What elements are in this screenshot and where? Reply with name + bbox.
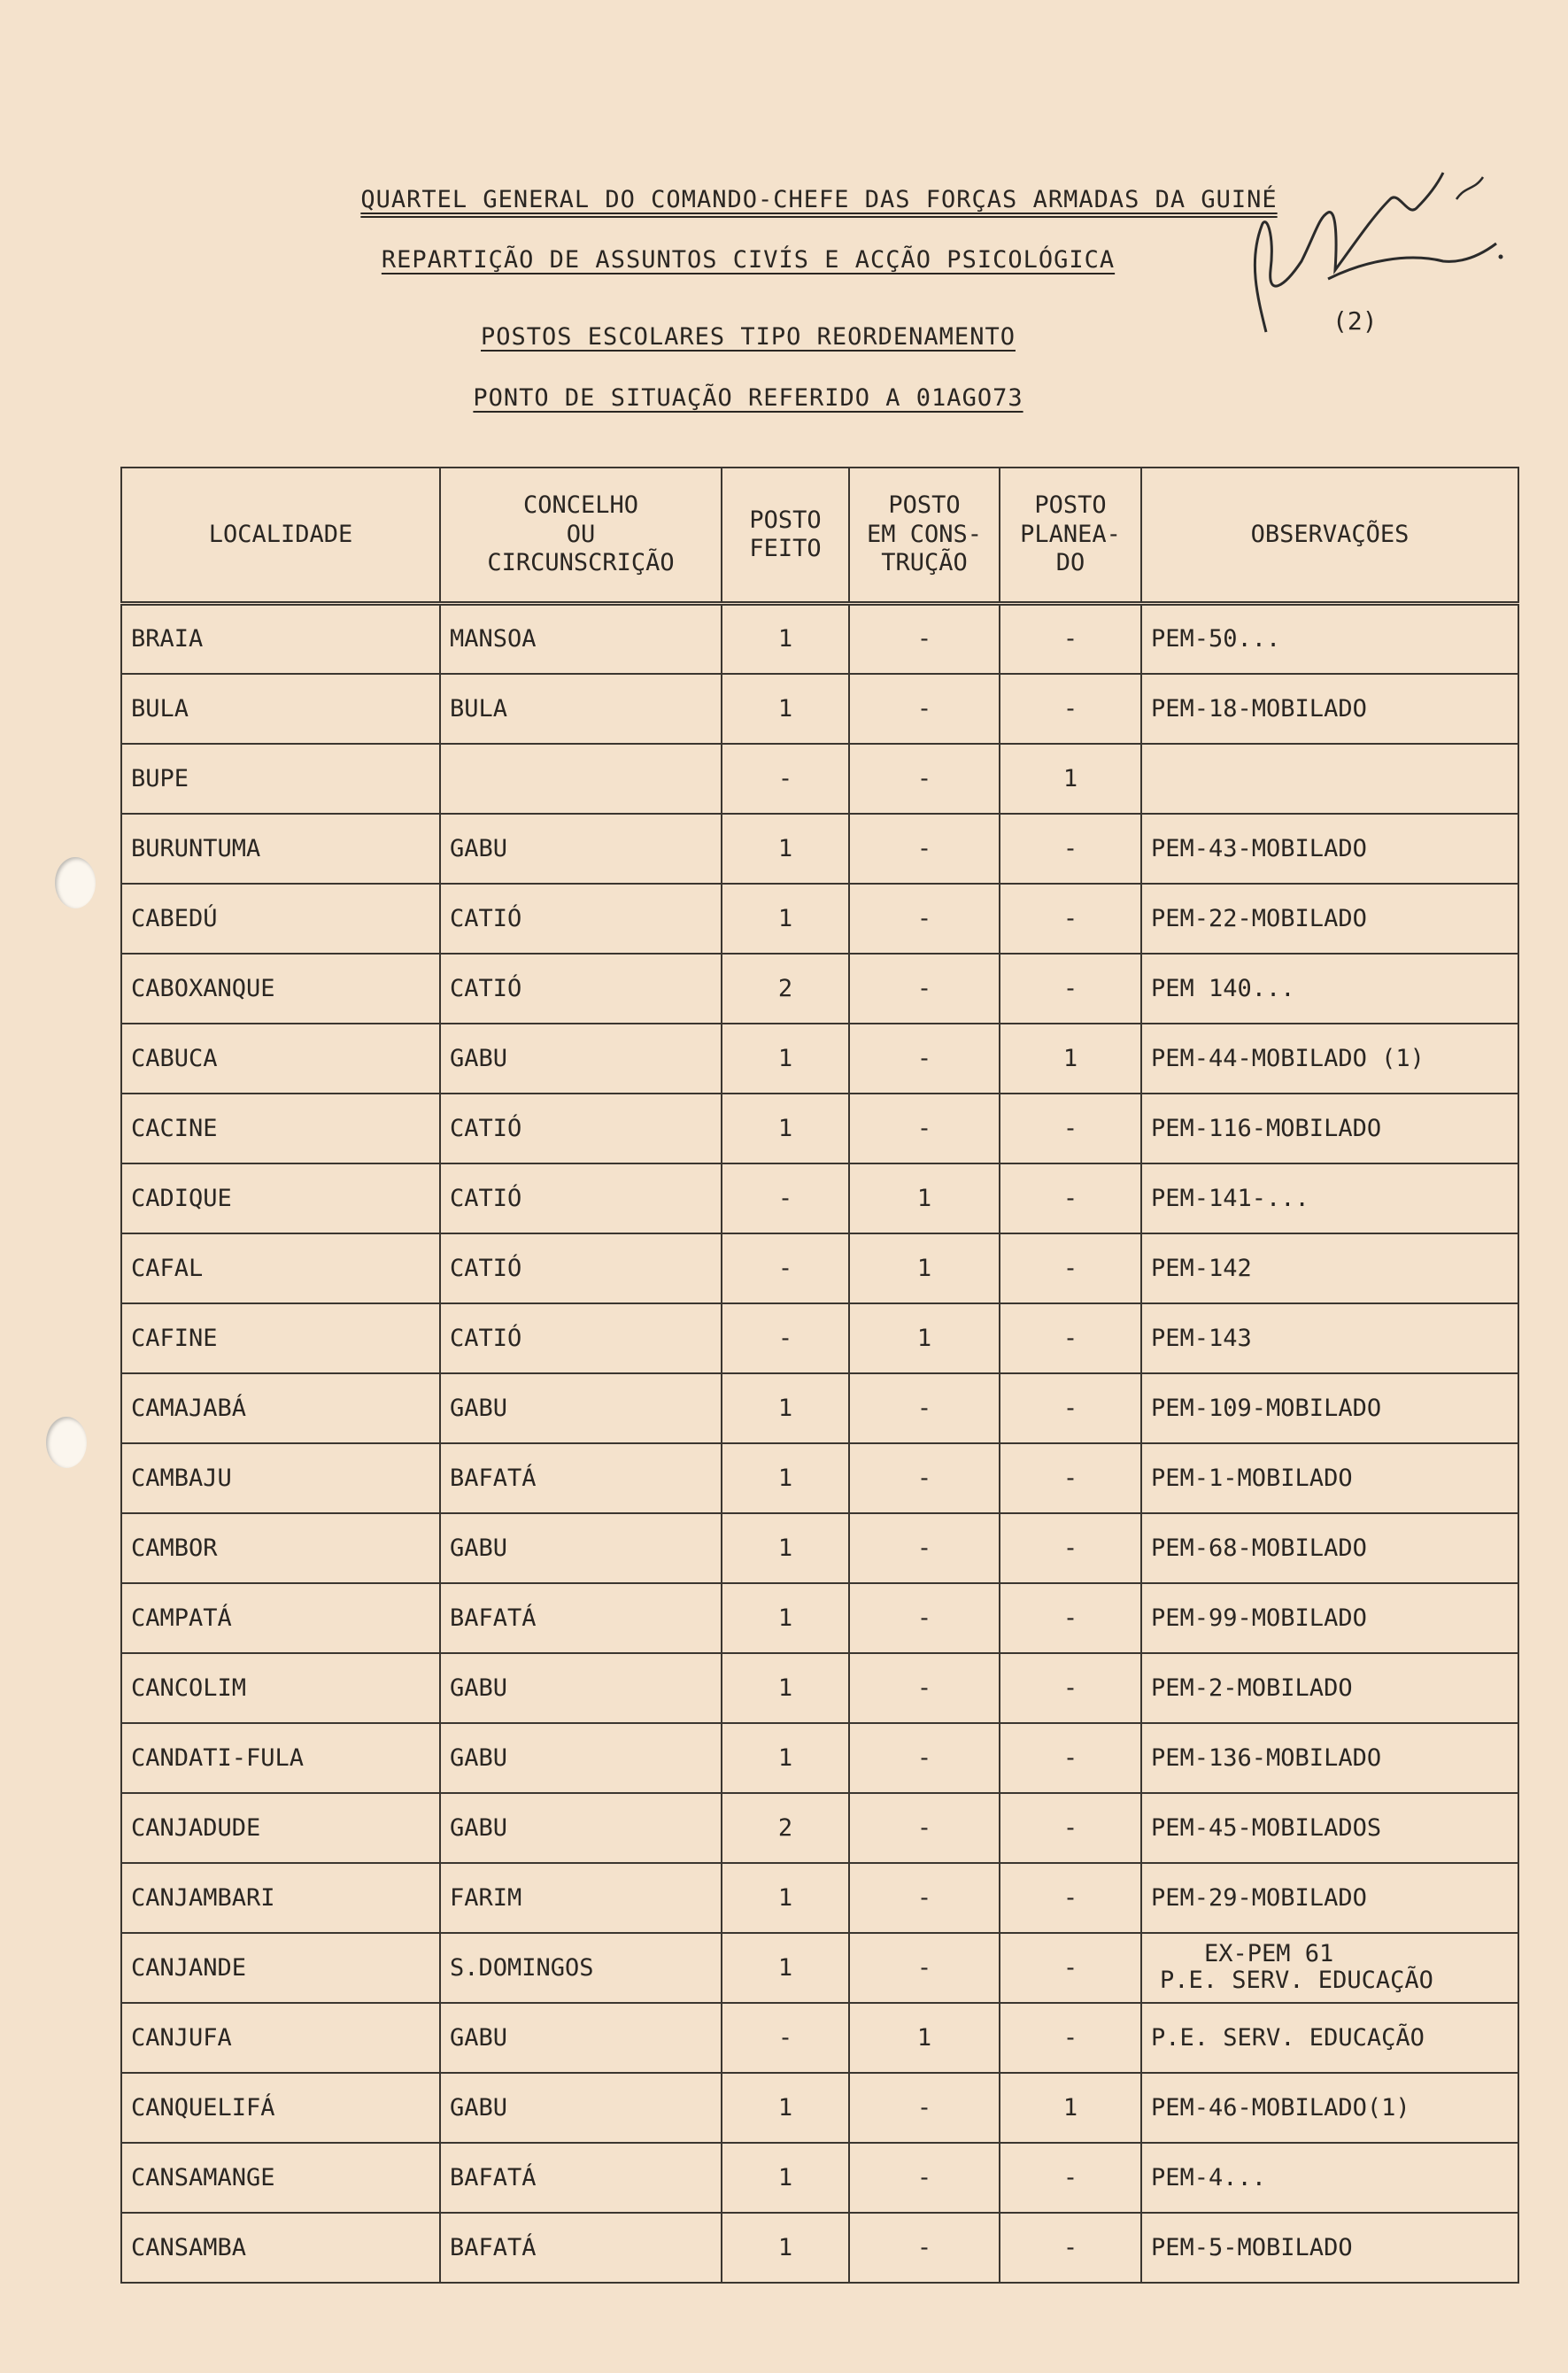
cell-feito: 2	[722, 1793, 849, 1863]
cell-localidade: CAMAJABÁ	[121, 1373, 440, 1443]
col-planeado	[1000, 468, 1141, 604]
cell-planeado: -	[1000, 1793, 1141, 1863]
cell-feito: 1	[722, 1653, 849, 1723]
table-row	[121, 2003, 1518, 2073]
table-row	[121, 954, 1518, 1024]
cell-feito: -	[722, 1233, 849, 1303]
table-row	[121, 1793, 1518, 1863]
cell-feito: 1	[722, 814, 849, 884]
cell-feito: 1	[722, 1024, 849, 1094]
cell-localidade: CANCOLIM	[121, 1653, 440, 1723]
cell-concelho: CATIÓ	[440, 1233, 722, 1303]
cell-observacoes: PEM-143	[1141, 1303, 1518, 1373]
header-line-3: POSTOS ESCOLARES TIPO REORDENAMENTO	[481, 323, 1016, 351]
col-concelho-line1: CONCELHO	[522, 491, 639, 520]
cell-observacoes: PEM-136-MOBILADO	[1141, 1723, 1518, 1793]
cell-construcao: -	[849, 1443, 1000, 1513]
cell-observacoes: PEM-44-MOBILADO (1)	[1141, 1024, 1518, 1094]
cell-planeado: -	[1000, 2003, 1141, 2073]
table-body	[121, 604, 1518, 2283]
col-construcao	[849, 468, 1000, 604]
cell-localidade: CAFAL	[121, 1233, 440, 1303]
cell-observacoes: PEM-4...	[1141, 2143, 1518, 2213]
cell-construcao: -	[849, 1024, 1000, 1094]
cell-feito: 1	[722, 1094, 849, 1163]
cell-observacoes: PEM-50...	[1141, 604, 1518, 674]
cell-construcao: -	[849, 2213, 1000, 2283]
cell-construcao: 1	[849, 1163, 1000, 1233]
cell-construcao: -	[849, 884, 1000, 954]
cell-observacoes: PEM-1-MOBILADO	[1141, 1443, 1518, 1513]
cell-localidade: CABEDÚ	[121, 884, 440, 954]
col-planeado-line2: PLANEA-	[1020, 520, 1121, 548]
cell-planeado: -	[1000, 814, 1141, 884]
cell-localidade: CANSAMBA	[121, 2213, 440, 2283]
cell-localidade: BRAIA	[121, 604, 440, 674]
table-header-row	[121, 468, 1518, 604]
cell-feito: 1	[722, 1723, 849, 1793]
cell-observacoes	[1141, 744, 1518, 814]
col-localidade: LOCALIDADE	[121, 468, 440, 604]
cell-concelho	[440, 744, 722, 814]
cell-construcao: -	[849, 1723, 1000, 1793]
table-row	[121, 1303, 1518, 1373]
cell-observacoes: PEM-45-MOBILADOS	[1141, 1793, 1518, 1863]
cell-localidade: CANJADUDE	[121, 1793, 440, 1863]
cell-localidade: CANJAMBARI	[121, 1863, 440, 1933]
cell-concelho: GABU	[440, 1723, 722, 1793]
cell-concelho: GABU	[440, 1793, 722, 1863]
cell-construcao: -	[849, 604, 1000, 674]
cell-planeado: -	[1000, 1373, 1141, 1443]
cell-observacoes: PEM-18-MOBILADO	[1141, 674, 1518, 744]
col-observacoes: OBSERVAÇÕES	[1141, 468, 1518, 604]
cell-planeado: -	[1000, 1723, 1141, 1793]
table-row	[121, 1583, 1518, 1653]
cell-concelho: GABU	[440, 2073, 722, 2143]
table-row	[121, 1373, 1518, 1443]
cell-observacoes: PEM-46-MOBILADO(1)	[1141, 2073, 1518, 2143]
cell-feito: -	[722, 744, 849, 814]
cell-planeado: -	[1000, 1303, 1141, 1373]
cell-planeado: 1	[1000, 2073, 1141, 2143]
cell-planeado: -	[1000, 1163, 1141, 1233]
cell-concelho: FARIM	[440, 1863, 722, 1933]
cell-planeado: -	[1000, 1653, 1141, 1723]
cell-observacoes: PEM-2-MOBILADO	[1141, 1653, 1518, 1723]
cell-feito: 1	[722, 1373, 849, 1443]
cell-observacoes: PEM-68-MOBILADO	[1141, 1513, 1518, 1583]
cell-planeado: -	[1000, 604, 1141, 674]
cell-localidade: CANQUELIFÁ	[121, 2073, 440, 2143]
table-row	[121, 2073, 1518, 2143]
cell-planeado: -	[1000, 884, 1141, 954]
cell-observacoes: PEM-116-MOBILADO	[1141, 1094, 1518, 1163]
cell-feito: 1	[722, 604, 849, 674]
cell-localidade: BURUNTUMA	[121, 814, 440, 884]
cell-feito: 1	[722, 2143, 849, 2213]
table-row	[121, 1094, 1518, 1163]
cell-planeado: 1	[1000, 744, 1141, 814]
punch-hole	[46, 1417, 87, 1468]
cell-planeado: -	[1000, 1583, 1141, 1653]
cell-feito: 1	[722, 2073, 849, 2143]
cell-localidade: BULA	[121, 674, 440, 744]
table-row	[121, 1723, 1518, 1793]
table-row	[121, 1933, 1518, 2003]
cell-localidade: CABUCA	[121, 1024, 440, 1094]
cell-localidade: CANJANDE	[121, 1933, 440, 2003]
cell-concelho: GABU	[440, 1373, 722, 1443]
cell-construcao: 1	[849, 2003, 1000, 2073]
cell-construcao: -	[849, 674, 1000, 744]
cell-concelho: GABU	[440, 1653, 722, 1723]
cell-observacoes	[1141, 1933, 1518, 2003]
cell-concelho: BAFATÁ	[440, 1443, 722, 1513]
cell-localidade: CABOXANQUE	[121, 954, 440, 1024]
cell-localidade: CAFINE	[121, 1303, 440, 1373]
cell-concelho: BAFATÁ	[440, 2213, 722, 2283]
cell-localidade: CAMBAJU	[121, 1443, 440, 1513]
col-concelho-line2: OU	[566, 520, 596, 548]
cell-feito: -	[722, 1303, 849, 1373]
cell-observacoes: P.E. SERV. EDUCAÇÃO	[1141, 2003, 1518, 2073]
cell-construcao: -	[849, 1094, 1000, 1163]
cell-observacoes: PEM-22-MOBILADO	[1141, 884, 1518, 954]
cell-planeado: -	[1000, 1233, 1141, 1303]
cell-concelho: S.DOMINGOS	[440, 1933, 722, 2003]
cell-observacoes: PEM-141-...	[1141, 1163, 1518, 1233]
cell-concelho: GABU	[440, 1513, 722, 1583]
cell-feito: 1	[722, 674, 849, 744]
table-row	[121, 1443, 1518, 1513]
cell-construcao: -	[849, 1373, 1000, 1443]
col-feito	[722, 468, 849, 604]
cell-planeado: -	[1000, 674, 1141, 744]
cell-observacoes: PEM-29-MOBILADO	[1141, 1863, 1518, 1933]
cell-observacoes: PEM-109-MOBILADO	[1141, 1373, 1518, 1443]
header-line-4: PONTO DE SITUAÇÃO REFERIDO A 01AGO73	[473, 384, 1023, 412]
col-feito-line2: FEITO	[749, 535, 822, 562]
cell-planeado: -	[1000, 954, 1141, 1024]
cell-concelho: CATIÓ	[440, 954, 722, 1024]
cell-concelho: BAFATÁ	[440, 1583, 722, 1653]
col-concelho	[440, 468, 722, 604]
cell-planeado: -	[1000, 1933, 1141, 2003]
cell-concelho: MANSOA	[440, 604, 722, 674]
header-line-1: QUARTEL GENERAL DO COMANDO-CHEFE DAS FORÇAS ARMADAS DA GUINÉ	[360, 186, 1278, 213]
col-construcao-line1: POSTO	[888, 491, 961, 520]
cell-construcao: 1	[849, 1303, 1000, 1373]
table-row	[121, 744, 1518, 814]
table-row	[121, 1653, 1518, 1723]
cell-feito: 1	[722, 1513, 849, 1583]
cell-observacoes: PEM-99-MOBILADO	[1141, 1583, 1518, 1653]
cell-planeado: -	[1000, 1094, 1141, 1163]
cell-localidade: CANDATI-FULA	[121, 1723, 440, 1793]
cell-concelho: CATIÓ	[440, 1303, 722, 1373]
cell-feito: 1	[722, 1583, 849, 1653]
cell-concelho: GABU	[440, 1024, 722, 1094]
cell-planeado: 1	[1000, 1024, 1141, 1094]
cell-feito: 1	[722, 2213, 849, 2283]
cell-feito: -	[722, 2003, 849, 2073]
table-row	[121, 814, 1518, 884]
cell-concelho: BAFATÁ	[440, 2143, 722, 2213]
table-row	[121, 884, 1518, 954]
cell-feito: 1	[722, 884, 849, 954]
cell-construcao: -	[849, 1653, 1000, 1723]
cell-planeado: -	[1000, 2143, 1141, 2213]
table-row	[121, 674, 1518, 744]
table-row	[121, 1513, 1518, 1583]
cell-observacoes: PEM-5-MOBILADO	[1141, 2213, 1518, 2283]
observacoes-line2: P.E. SERV. EDUCAÇÃO	[1160, 1967, 1433, 1994]
col-planeado-line3: DO	[1055, 549, 1085, 577]
cell-planeado: -	[1000, 1443, 1141, 1513]
cell-construcao: -	[849, 1583, 1000, 1653]
cell-feito: 1	[722, 1443, 849, 1513]
cell-construcao: -	[849, 1793, 1000, 1863]
cell-construcao: -	[849, 744, 1000, 814]
table-row	[121, 604, 1518, 674]
cell-planeado: -	[1000, 2213, 1141, 2283]
cell-construcao: -	[849, 1933, 1000, 2003]
col-concelho-line3: CIRCUNSCRIÇÃO	[487, 549, 675, 577]
cell-planeado: -	[1000, 1513, 1141, 1583]
cell-construcao: -	[849, 814, 1000, 884]
col-construcao-line3: TRUÇÃO	[881, 549, 968, 577]
table-row	[121, 1863, 1518, 1933]
cell-planeado: -	[1000, 1863, 1141, 1933]
punch-hole	[55, 857, 96, 908]
cell-construcao: -	[849, 1513, 1000, 1583]
table-row	[121, 1024, 1518, 1094]
cell-feito: -	[722, 1163, 849, 1233]
header-line-2: REPARTIÇÃO DE ASSUNTOS CIVÍS E ACÇÃO PSICOLÓGICA	[381, 246, 1116, 274]
table-row	[121, 2213, 1518, 2283]
cell-construcao: 1	[849, 1233, 1000, 1303]
cell-construcao: -	[849, 2073, 1000, 2143]
cell-observacoes: PEM-43-MOBILADO	[1141, 814, 1518, 884]
col-feito-line1: POSTO	[749, 506, 822, 534]
cell-concelho: CATIÓ	[440, 1094, 722, 1163]
table-row	[121, 1233, 1518, 1303]
cell-concelho: GABU	[440, 814, 722, 884]
page-number-annotation: (2)	[1332, 306, 1378, 336]
cell-localidade: CANJUFA	[121, 2003, 440, 2073]
cell-concelho: CATIÓ	[440, 884, 722, 954]
cell-feito: 1	[722, 1933, 849, 2003]
cell-observacoes: PEM-142	[1141, 1233, 1518, 1303]
cell-localidade: BUPE	[121, 744, 440, 814]
col-construcao-line2: EM CONS-	[866, 520, 983, 548]
col-planeado-line1: POSTO	[1034, 491, 1107, 520]
table-row	[121, 1163, 1518, 1233]
schools-table	[120, 467, 1519, 2284]
cell-localidade: CAMBOR	[121, 1513, 440, 1583]
cell-localidade: CADIQUE	[121, 1163, 440, 1233]
cell-feito: 1	[722, 1863, 849, 1933]
table-row	[121, 2143, 1518, 2213]
cell-observacoes: PEM 140...	[1141, 954, 1518, 1024]
cell-concelho: BULA	[440, 674, 722, 744]
cell-localidade: CAMPATÁ	[121, 1583, 440, 1653]
cell-construcao: -	[849, 954, 1000, 1024]
cell-concelho: CATIÓ	[440, 1163, 722, 1233]
cell-concelho: GABU	[440, 2003, 722, 2073]
cell-localidade: CANSAMANGE	[121, 2143, 440, 2213]
cell-feito: 2	[722, 954, 849, 1024]
cell-localidade: CACINE	[121, 1094, 440, 1163]
cell-construcao: -	[849, 1863, 1000, 1933]
observacoes-line1: EX-PEM 61	[1204, 1940, 1334, 1968]
cell-construcao: -	[849, 2143, 1000, 2213]
